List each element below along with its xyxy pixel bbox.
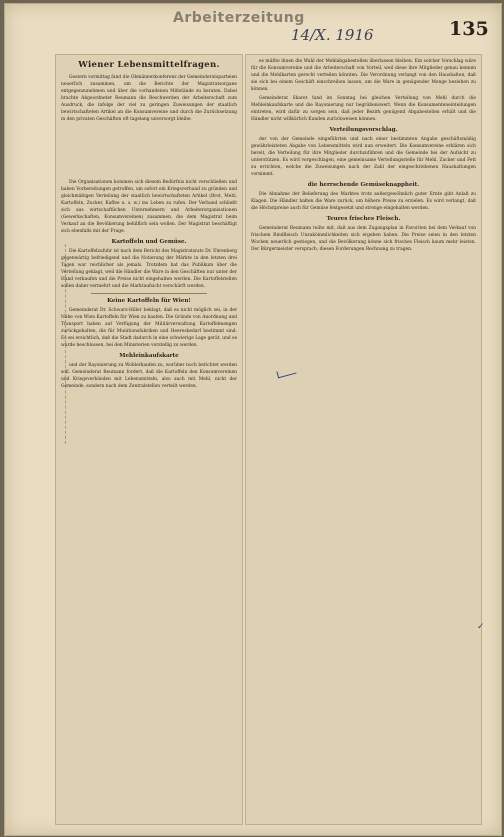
blank-gap bbox=[61, 125, 237, 179]
article-title: Wiener Lebensmittelfragen. bbox=[78, 60, 220, 70]
verteilungsvorschlag-text: der von der Gemeinde eingeführten und nach einer bestimmten Angabe geschäftsmäßig gewährleisteten Abgabe von Lebensmitteln wird nun erweitert. Die Konsumvereine erklären sich bereit, die Verteilung für ihre Mitglieder durchzuführen und die Gemeinde bei der Aufsicht zu unterstützen. Es wird vorgeschlagen, eine gemeinsame Verteilungsstelle für Mehl, Zucker und Fett zu errichten, welche die Zuweisungen nach der Zahl der eingeschriebenen Haushaltungen vornimmt. bbox=[251, 137, 476, 177]
mehleinkaufskarte-text: und der Rayonierung zu Wohlerkaufen zu, worüber noch berichtet werden soll. Gemeinderat Reumann fordert, daß die Kartoffeln den Konsumvereinen und Kriegsverbänden mit Lebensmitteln, also auch mit Mehl, nicht der Gemeinde, sondern nach dem Zentralstellen verteilt werden. bbox=[61, 363, 237, 389]
subheading-mehleinkaufskarte: Mehleinkaufskarte bbox=[119, 353, 179, 359]
newspaper-name: Arbeiterzeitung bbox=[173, 10, 305, 26]
page-header bbox=[5, 4, 501, 48]
article-intro: Gestern vormittag fand die Obmännerkonferenz der Gemeinderatsparteien neuerlich zusammen, um die Berichte der Magistratsorgane entgegenzunehmen und über die vorhandenen Mißstände zu beraten. Dabei brachte Abgeordneter Reumann die Beschwerden der Arbeiterschaft zum Ausdruck, die infolge der viel zu geringen Zuweisungen der staatlich bewirtschafteten Artikel an die Konsumvereine und durch die Zurücksetzung in den privaten Geschäften oft tagelang unversorgt bleibe. bbox=[61, 75, 237, 122]
ink-margin-mark: ✓ bbox=[477, 622, 485, 632]
clipping-right-column bbox=[245, 54, 482, 825]
clipping-left-column bbox=[55, 54, 243, 825]
right-top-text: es müßte ihnen die Wahl der Mehlabgabestellen überlassen bleiben. Ein solcher Vorschlag wäre für die Konsumvereine und die Arbeiterschaft von Vorteil, weil diese ihre Mitglieder genau kennen und die Mehlkarten gerecht verteilen könnten. Die Verordnung verlangt von den Haushalten, daß sie sich bei einem Geschäft einschreiben lassen, um die Ware in genügender Menge beziehen zu können. bbox=[251, 59, 476, 92]
fleisch-text: Gemeinderat Reumann teilte mit, daß aus dem Zugangsplan in Favoriten bei dem Verkauf von frischem Rindfleisch Unzukömmlichkeiten sich ergeben haben. Die Preise seien in den letzten Wochen neuerlich gestiegen, und die Bevölkerung könne sich frisches Fleisch kaum mehr leisten. Der Bürgermeister versprach, diesen Forderungen Rechnung zu tragen. bbox=[251, 226, 476, 252]
kartoffeln-text: Die Kartoffelzufuhr ist nach dem Bericht des Magistratsrats Dr. Ehrenberg gegenwärtig befriedigend und die Notierung der Märkte in den letzten drei Tagen war reichlicher als jemals. Trotzdem hat das Publikum über die Verteilung geklagt, weil die Händler die Ware in den Geschäften nur unter der Hand verkaufen und die Preise nicht eingehalten werden. Die Kartoffelstellen sollen daher vermehrt und die Marktaufsicht verschärft werden. bbox=[61, 249, 237, 289]
subheading-gemueseknappheit: die herrschende Gemüseknappheit. bbox=[307, 182, 420, 188]
subheading-kartoffeln: Kartoffeln und Gemüse. bbox=[111, 239, 187, 245]
handwritten-date: 14/X. 1916 bbox=[291, 26, 374, 44]
gemueseknappheit-text: Die Abnahme der Belieferung des Marktes trotz außergewöhnlich guter Ernte gibt Anlaß zu Klagen. Die Händler halten die Ware zurück, um höhere Preise zu erzielen. Es wird verlangt, daß die Höchstpreise auch für Gemüse festgesetzt und strenge eingehalten werden. bbox=[251, 192, 476, 211]
page-number: 135 bbox=[449, 18, 489, 40]
pencil-margin-line bbox=[65, 244, 80, 444]
keine-kartoffeln-text: Gemeinderat Dr. Schwarz-Hiller beklagt, daß es nicht möglich sei, in der Nähe von Wien Kartoffeln für Wien zu kaufen. Die Gründe von Anordnung und Transport haben auf Verfügung der Militärverwaltung Kartoffelmengen zurückgehalten, die für Munitionsfabriken und Heeresbedarf bestimmt sind. Es sei ersichtlich, daß die Stadt dadurch in eine schwierige Lage gerät, und es wurde beschlossen, bei den Ministerien vorstellig zu werden. bbox=[61, 308, 237, 348]
divider bbox=[91, 293, 207, 294]
article-body: Die Organisationen kommen sich diesem Bedürfnis nicht verschließen und haben Vorbereitungen getroffen, um sofort ein Kriegsverband zu gründen und gleichmäßigen Verteilung der staatlich bewirtschafteten Artikel (Brot, Mehl, Kartoffeln, Zucker, Kaffee u. s. w.) ins Leben zu rufen. Der Verband schließt sich aus wirtschaftlichen Unternehmern und Arbeiterorganisationen (Gewerkschaften, Konsumvereinen) zusammen, die dem Magistrat beim Verkauf an die Bevölkerung behilflich sein wollen. Der Magistrat beschäftigt sich ebenfalls mit der Frage. bbox=[61, 180, 237, 234]
right-body-text: Gemeinderat Skaret fand im Sonntag bei gleichen Verteilung von Mehl durch die Mehleinkaufskarte und die Rayonierung nur begrüßenswert. Wenn die Konsumenteneinteilungen eintreten, wird dafür zu sorgen sein, daß jeder Bezirk genügend Abgabestellen erhält und die Händler nicht willkürlich Kunden zurückweisen können. bbox=[251, 96, 476, 122]
subheading-fleisch: Teures frisches Fleisch. bbox=[326, 216, 401, 222]
subheading-verteilungsvorschlag: Verteilungsvorschlag. bbox=[329, 127, 398, 133]
subheading-keine-kartoffeln: Keine Kartoffeln für Wien! bbox=[107, 298, 191, 304]
newspaper-page bbox=[4, 3, 502, 836]
